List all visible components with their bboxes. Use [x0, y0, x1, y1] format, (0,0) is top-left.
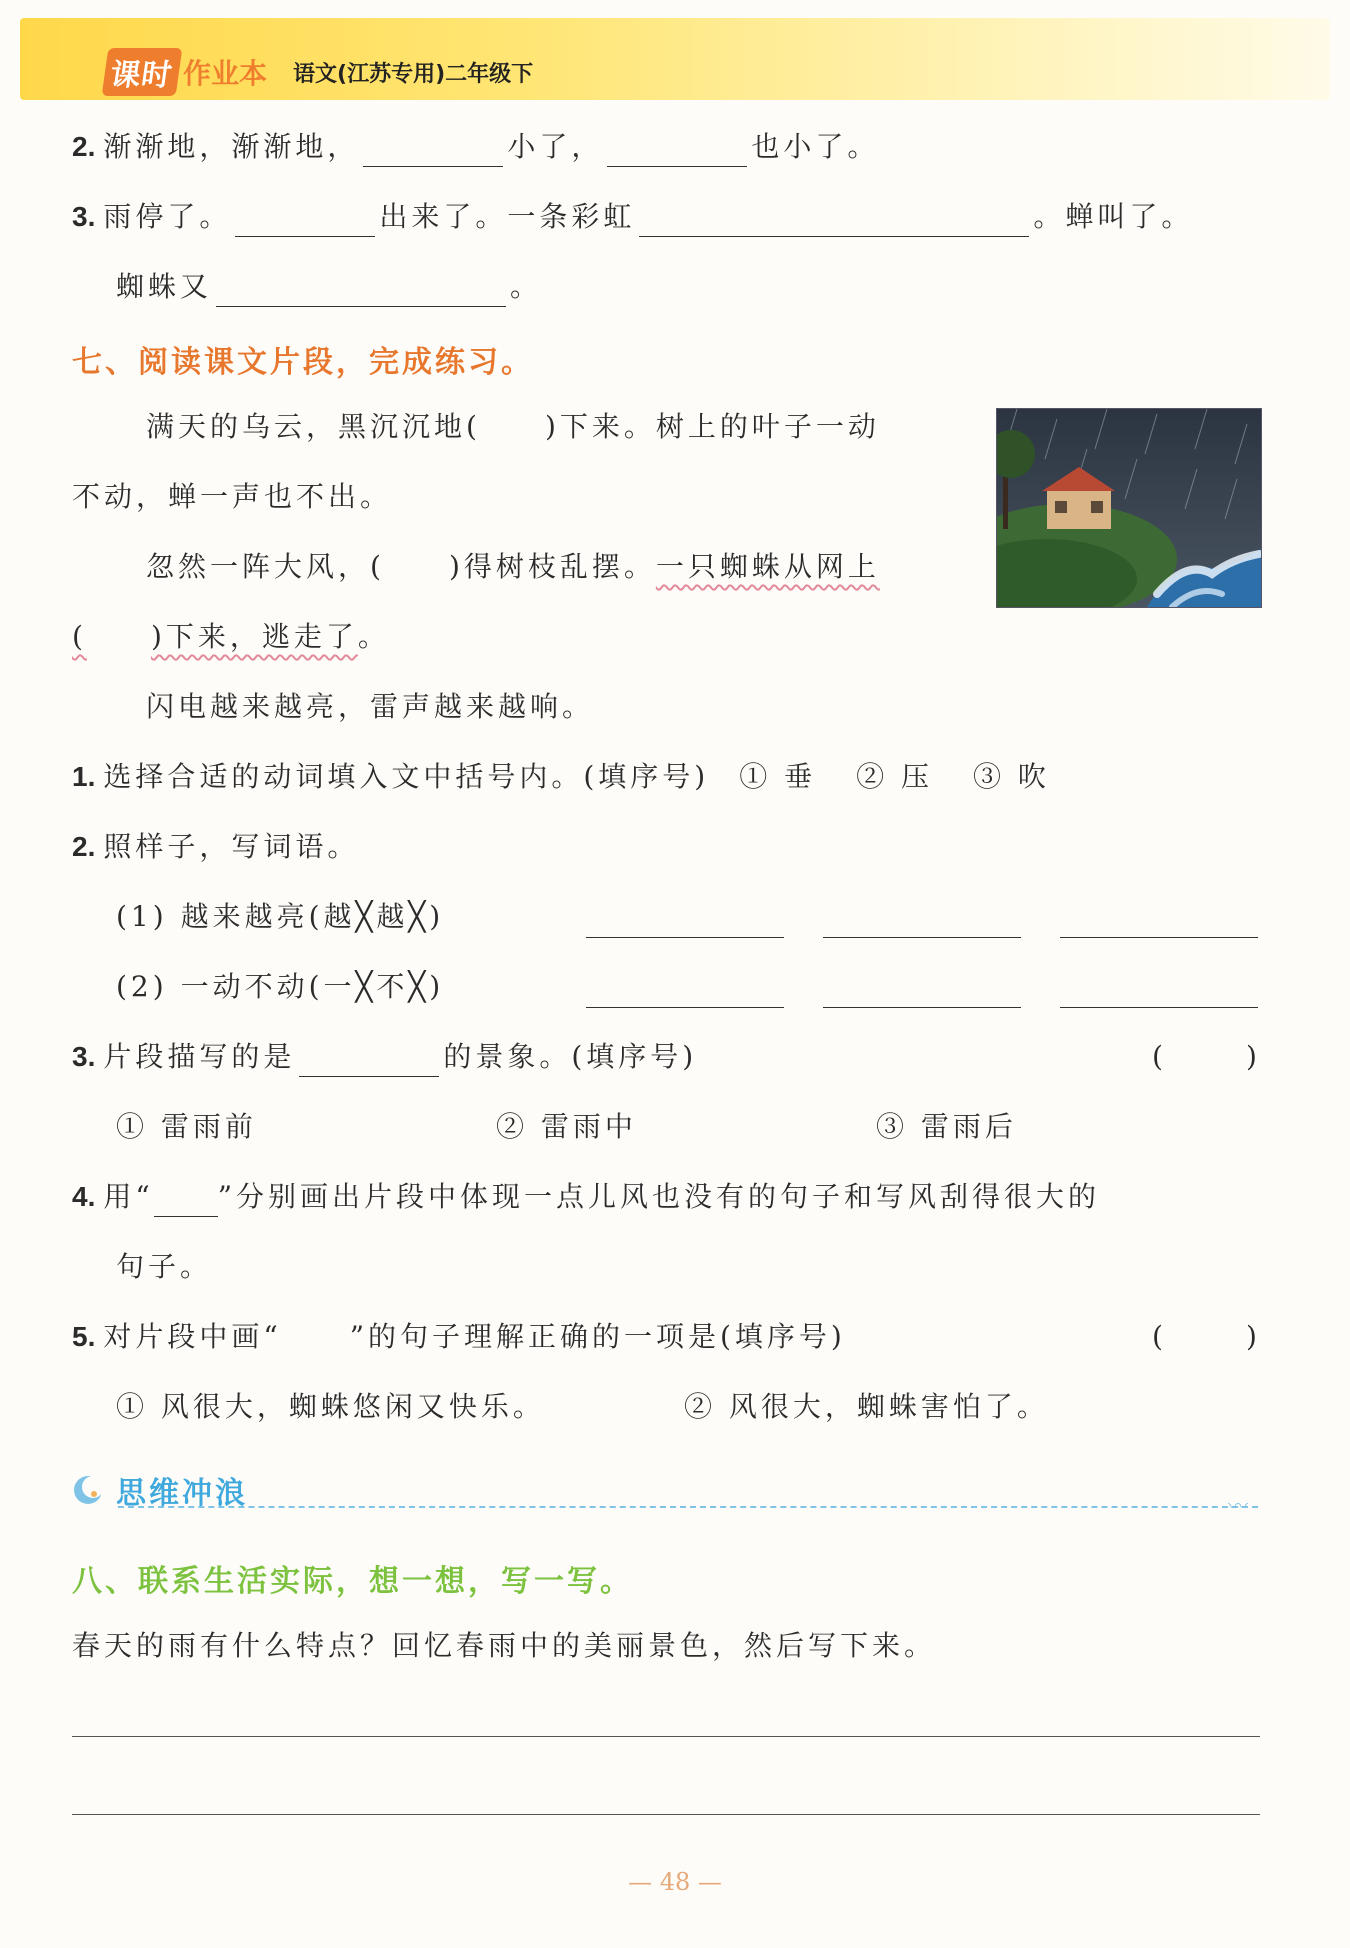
- s7-q3-opt1: ① 雷雨前: [116, 1110, 257, 1143]
- s7-q2-1: (1) 越来越亮(越╳越╳): [116, 900, 445, 933]
- question-text: 的景象。(填序号): [443, 1040, 698, 1073]
- question-number: 2.: [72, 131, 96, 162]
- option-3: ③ 吹: [973, 760, 1050, 793]
- moon-icon: [72, 1474, 104, 1506]
- passage-line-1: [146, 407, 880, 447]
- passage-text: )下来。树上的叶子一动: [544, 410, 880, 443]
- question-number: 3.: [72, 201, 96, 232]
- passage-text: (: [72, 620, 87, 653]
- storm-house-image: [997, 409, 1261, 607]
- s7-q5-opt2: ② 风很大，蜘蛛害怕了。: [684, 1390, 1049, 1423]
- section-8-title: 八、联系生活实际，想一想，写一写。: [72, 1564, 633, 1599]
- s7-q4: [72, 1177, 1100, 1217]
- section-8-prompt: 春天的雨有什么特点？回忆春雨中的美丽景色，然后写下来。: [72, 1629, 937, 1662]
- wavy-underlined-sentence: 一只蜘蛛从网上: [655, 550, 880, 583]
- passage-line-2: 不动，蝉一声也不出。: [72, 480, 393, 513]
- s7-q3: [72, 1037, 697, 1077]
- prev-q2: [72, 127, 879, 167]
- question-text: 也小了。: [751, 130, 880, 163]
- brand-logo-box: 课时: [102, 48, 183, 96]
- answer-blank[interactable]: [363, 136, 503, 167]
- storm-illustration: [996, 408, 1262, 608]
- passage-line-4: [72, 617, 390, 657]
- question-text: 雨停了。: [103, 200, 232, 233]
- question-number: 1.: [72, 761, 96, 792]
- question-number: 3.: [72, 1041, 96, 1072]
- answer-blank[interactable]: [639, 206, 1029, 237]
- question-text: 蜘蛛又: [116, 270, 213, 303]
- question-text: 片段描写的是: [103, 1040, 296, 1073]
- page-number: — 48 —: [628, 1868, 722, 1896]
- answer-blank[interactable]: [299, 1046, 439, 1077]
- answer-paren-open[interactable]: (: [1152, 1320, 1163, 1353]
- writing-line[interactable]: [72, 1736, 1260, 1737]
- s7-q2-2: (2) 一动不动(一╳不╳): [116, 970, 445, 1003]
- answer-blank[interactable]: [823, 907, 1021, 938]
- answer-blank[interactable]: [1060, 977, 1258, 1008]
- section-7-title: 七、阅读课文片段，完成练习。: [72, 345, 534, 380]
- s7-q2: [72, 827, 359, 867]
- s7-q5-opt1: ① 风很大，蜘蛛悠闲又快乐。: [116, 1390, 545, 1423]
- writing-line[interactable]: [72, 1814, 1260, 1815]
- prev-q3: [72, 197, 1193, 237]
- straight-line-sample: [154, 1192, 218, 1217]
- answer-blank[interactable]: [235, 206, 375, 237]
- answer-blank[interactable]: [586, 907, 784, 938]
- answer-paren-close: ): [1246, 1320, 1257, 1353]
- passage-line-3: [146, 547, 880, 587]
- option-2: ② 压: [856, 760, 934, 793]
- question-text: ”分别画出片段中体现一点儿风也没有的句子和写风刮得很大的: [217, 1180, 1101, 1213]
- s7-q5: [72, 1317, 846, 1357]
- question-text: 。: [510, 270, 543, 303]
- question-text: ”的句子理解正确的一项是(填序号): [349, 1320, 846, 1353]
- prev-q3-cont: [116, 267, 542, 307]
- passage-text: )下来，逃走了: [150, 620, 358, 653]
- question-text: 用“: [103, 1180, 154, 1213]
- question-text: 。蝉叫了。: [1033, 200, 1194, 233]
- s7-q4-cont: 句子。: [116, 1250, 213, 1283]
- header-brand: [105, 48, 533, 96]
- question-text: 出来了。一条彩虹: [379, 200, 636, 233]
- question-text: 小了，: [507, 130, 604, 163]
- think-divider: [118, 1506, 1258, 1508]
- question-text: 照样子，写词语。: [103, 830, 360, 863]
- passage-text: 满天的乌云，黑沉沉地(: [146, 410, 481, 443]
- answer-blank[interactable]: [1060, 907, 1258, 938]
- s7-q3-opt2: ② 雷雨中: [496, 1110, 637, 1143]
- option-1: ① 垂: [739, 760, 817, 793]
- answer-blank[interactable]: [216, 276, 506, 307]
- question-number: 4.: [72, 1181, 96, 1212]
- brand-logo-text: 作业本: [183, 57, 268, 90]
- passage-text: 忽然一阵大风，(: [146, 550, 385, 583]
- wavy-line-sample: [282, 1333, 350, 1357]
- think-surf-title: 思维冲浪: [116, 1476, 248, 1511]
- wave-icon: 〰: [1228, 1494, 1248, 1518]
- s7-q3-opt3: ③ 雷雨后: [876, 1110, 1017, 1143]
- answer-paren-open[interactable]: (: [1152, 1040, 1163, 1073]
- answer-paren-close: ): [1246, 1040, 1257, 1073]
- question-text: 选择合适的动词填入文中括号内。(填序号): [103, 760, 710, 793]
- question-text: 对片段中画“: [103, 1320, 282, 1353]
- passage-text: )得树枝乱摆。: [448, 550, 656, 583]
- wavy-underlined-sentence: [72, 620, 358, 653]
- question-text: 渐渐地，渐渐地，: [103, 130, 360, 163]
- passage-text: 。: [357, 620, 390, 653]
- answer-blank[interactable]: [823, 977, 1021, 1008]
- question-number: 2.: [72, 831, 96, 862]
- answer-blank[interactable]: [607, 136, 747, 167]
- passage-line-5: 闪电越来越亮，雷声越来越响。: [146, 690, 595, 723]
- s7-q1: [72, 757, 1050, 797]
- answer-blank[interactable]: [586, 977, 784, 1008]
- book-subtitle: 语文(江苏专用)二年级下: [293, 61, 534, 87]
- question-number: 5.: [72, 1321, 96, 1352]
